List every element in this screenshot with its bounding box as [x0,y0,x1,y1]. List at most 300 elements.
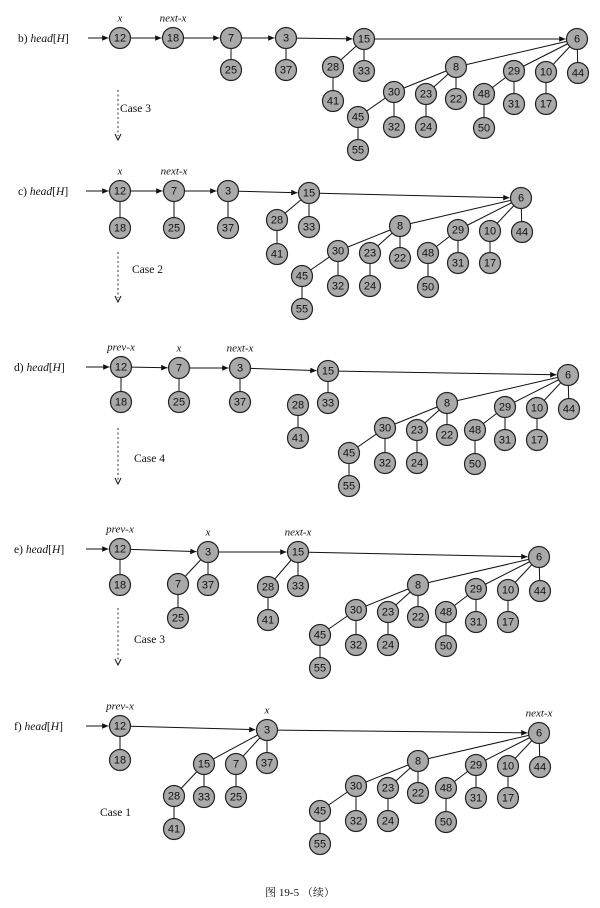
panel-letter: e) [14,544,26,556]
node-key: 30 [387,86,401,99]
node-key: 29 [498,401,512,414]
node-key: 29 [451,224,465,237]
node-key: 18 [113,754,127,767]
heap-node [346,635,367,656]
heap-node [257,753,278,774]
heap-node [504,61,525,82]
heap-node [498,580,519,601]
case-arrow-head [115,659,121,665]
heap-node [354,29,375,50]
root-list-arrow [319,193,509,197]
heap-node [299,183,320,204]
node-key: 22 [393,252,407,265]
heap-node [530,581,551,602]
node-key: 44 [515,226,529,239]
heap-node [536,94,557,115]
heap-node [110,181,131,202]
heap-node [318,393,339,414]
heap-node [110,716,131,737]
node-key: 50 [477,122,491,135]
pointer-label: next-x [284,526,312,539]
node-key: 37 [233,396,247,409]
node-key: 31 [451,257,465,270]
heap-node [436,812,457,833]
heap-node [110,575,131,596]
node-key: 28 [261,581,275,594]
node-key: 18 [114,396,128,409]
node-key: 31 [469,616,483,629]
heap-node [436,636,457,657]
heap-node [292,299,313,320]
heap-node [407,420,428,441]
heap-node [258,610,279,631]
panel-letter: b) [18,33,31,45]
case-label: Case 2 [132,264,163,276]
node-key: 23 [419,88,433,101]
node-key: 25 [224,64,238,77]
node-key: 28 [167,790,181,803]
root-list-arrow [130,549,196,551]
node-key: 12 [114,361,128,374]
node-key: 7 [174,578,182,591]
heap-node [310,834,331,855]
heap-node [495,430,516,451]
heap-node [288,542,309,563]
panel-c [18,166,533,320]
node-key: 3 [282,32,290,45]
case-arrow-head [115,296,121,302]
node-key: 3 [263,724,271,737]
heap-node [375,418,396,439]
node-key: 48 [439,606,453,619]
head-text: head [26,362,49,374]
heap-node [230,358,251,379]
node-key: 15 [302,187,316,200]
root-list-arrow [277,730,527,733]
heap-node [288,395,309,416]
node-key: 7 [170,185,178,198]
node-key: 10 [539,66,553,79]
heap-node [448,220,469,241]
panel-letter: f) [14,721,25,733]
node-key: 17 [501,792,515,805]
node-key: 22 [411,787,425,800]
node-key: 25 [172,396,186,409]
heap-node [418,243,439,264]
node-key: 17 [483,257,497,270]
pointer-label: prev-x [107,341,135,354]
case-label: Case 3 [134,634,165,646]
heap-node [465,420,486,441]
heap-node [466,579,487,600]
heap-node [339,443,360,464]
node-key: 8 [452,61,460,74]
panel-letter: c) [18,186,30,198]
node-key: 17 [539,98,553,111]
node-key: 10 [530,402,544,415]
node-key: 48 [421,247,435,260]
node-key: 28 [291,399,305,412]
node-key: 23 [363,247,377,260]
node-key: 33 [197,791,211,804]
heap-node [466,612,487,633]
head-pointer-label: c) head[H] [18,186,69,198]
heap-node [448,253,469,274]
heap-node [111,357,132,378]
panel-f [14,701,553,855]
node-key: 44 [562,403,576,416]
pointer-label: next-x [160,165,188,178]
case-label: Case 3 [120,103,151,115]
panel-b [18,13,589,161]
heap-node [323,91,344,112]
root-list-arrow [131,367,167,368]
head-index: H [50,721,60,733]
head-text: head [30,33,53,45]
heap-node [465,454,486,475]
node-key: 32 [331,280,345,293]
heap-node [378,811,399,832]
heap-node [527,398,548,419]
heap-node [512,222,533,243]
node-key: 15 [291,546,305,559]
node-key: 25 [167,222,181,235]
heap-node [328,276,349,297]
heap-node [360,276,381,297]
node-key: 50 [439,816,453,829]
node-key: 6 [564,369,572,382]
heap-node [323,57,344,78]
node-key: 8 [443,397,451,410]
heap-node [408,607,429,628]
heap-node [218,218,239,239]
root-list-arrow [130,726,255,729]
heap-node [267,244,288,265]
node-key: 32 [349,639,363,652]
heap-node [194,754,215,775]
node-key: 24 [381,815,395,828]
node-key: 48 [439,782,453,795]
heap-node [267,210,288,231]
node-key: 30 [378,422,392,435]
heap-node [446,89,467,110]
pointer-label: x [264,704,270,717]
heap-node [408,783,429,804]
heap-node [110,750,131,771]
node-key: 8 [414,579,422,592]
heap-node [226,754,247,775]
node-key: 10 [501,584,515,597]
node-key: 55 [295,303,309,316]
node-key: 6 [535,727,543,740]
heap-node [495,397,516,418]
node-key: 45 [295,270,309,283]
head-index: H [56,186,65,198]
node-key: 48 [468,424,482,437]
heap-node [198,542,219,563]
heap-node [169,392,190,413]
node-key: 44 [533,585,547,598]
node-key: 45 [342,447,356,460]
node-key: 44 [533,761,547,774]
case-label: Case 1 [100,807,131,819]
heap-node [378,602,399,623]
heap-node [530,757,551,778]
heap-node [436,602,457,623]
node-key: 37 [221,222,235,235]
node-key: 12 [113,32,127,45]
head-text: head [25,544,49,556]
node-key: 25 [229,791,243,804]
node-key: 45 [313,629,327,642]
heap-node [375,453,396,474]
node-key: 55 [351,144,365,157]
heap-node [408,751,429,772]
node-key: 24 [363,280,377,293]
heap-node [498,788,519,809]
node-key: 24 [419,121,433,134]
node-key: 32 [349,815,363,828]
node-key: 32 [387,121,401,134]
pointer-label: prev-x [106,700,134,713]
root-list-arrow [238,191,297,192]
node-key: 32 [378,457,392,470]
head-index: H [52,544,61,556]
node-key: 41 [261,614,275,627]
heap-node [310,625,331,646]
heap-node [408,575,429,596]
heap-node [360,243,381,264]
node-key: 37 [279,64,293,77]
heap-node [437,393,458,414]
node-key: 44 [571,67,585,80]
node-key: 15 [197,758,211,771]
heap-node [390,248,411,269]
node-key: 12 [113,720,127,733]
head-index: H [56,33,65,45]
pointer-label: next-x [525,707,553,720]
case-label: Case 4 [134,453,165,465]
heap-node [276,60,297,81]
node-key: 10 [501,760,515,773]
heap-node [310,801,331,822]
heap-node [378,778,399,799]
pointer-label: prev-x [106,523,134,536]
panel-e [14,524,551,679]
node-key: 31 [507,98,521,111]
heap-node [466,788,487,809]
node-key: 7 [175,362,183,375]
root-list-arrow [338,371,556,375]
node-key: 31 [498,434,512,447]
heap-node [221,60,242,81]
node-key: 24 [381,639,395,652]
heap-node [110,28,131,49]
node-key: 28 [270,214,284,227]
node-key: 8 [396,220,404,233]
node-key: 3 [204,546,212,559]
heap-node [111,392,132,413]
heap-node [511,188,532,209]
node-key: 6 [573,33,581,46]
node-key: 37 [260,757,274,770]
node-key: 29 [469,759,483,772]
heap-node [480,221,501,242]
heap-node [558,365,579,386]
heap-node [504,94,525,115]
node-key: 41 [326,95,340,108]
node-key: 15 [357,33,371,46]
node-key: 33 [291,580,305,593]
node-key: 45 [313,805,327,818]
node-key: 50 [421,281,435,294]
node-key: 30 [331,245,345,258]
head-pointer-label: d) head[H] [14,362,65,374]
heap-node [198,575,219,596]
node-key: 7 [232,758,240,771]
heap-node [559,399,580,420]
node-key: 6 [535,551,543,564]
node-key: 41 [270,248,284,261]
node-key: 7 [227,32,235,45]
heap-node [378,635,399,656]
node-key: 50 [439,640,453,653]
node-key: 33 [321,397,335,410]
heap-node [384,117,405,138]
heap-node [168,608,189,629]
heap-node [258,577,279,598]
heap-node [226,787,247,808]
heap-node [390,216,411,237]
node-key: 17 [501,616,515,629]
heap-node [168,574,189,595]
node-key: 17 [530,434,544,447]
node-key: 10 [483,225,497,238]
head-pointer-label: e) head[H] [14,544,65,556]
heap-node [164,181,185,202]
heap-node [163,28,184,49]
heap-node [292,266,313,287]
heap-node [218,181,239,202]
root-list-arrow [296,38,352,39]
node-key: 24 [410,457,424,470]
heap-node [110,218,131,239]
node-key: 18 [113,222,127,235]
heap-node [437,425,458,446]
heap-node [318,361,339,382]
pointer-label: next-x [226,342,254,355]
heap-node [164,218,185,239]
head-pointer-label: f) head[H] [14,721,63,733]
figure-caption: 图 19-5 （续） [265,887,335,899]
heap-node [418,277,439,298]
node-key: 45 [351,111,365,124]
node-key: 55 [342,480,356,493]
node-key: 28 [326,61,340,74]
heap-node [164,819,185,840]
heap-node [348,140,369,161]
node-key: 8 [414,755,422,768]
heap-node [567,29,588,50]
case-arrow-head [115,134,121,140]
pointer-label: next-x [159,12,187,25]
head-text: head [29,186,53,198]
heap-node [384,82,405,103]
heap-node [346,600,367,621]
node-key: 29 [507,65,521,78]
node-key: 48 [477,88,491,101]
heap-node [536,62,557,83]
node-key: 55 [313,662,327,675]
heap-node [328,241,349,262]
node-key: 22 [411,611,425,624]
node-key: 22 [440,429,454,442]
heap-node [288,576,309,597]
root-list-arrow [250,368,316,370]
node-key: 30 [349,604,363,617]
heap-node [276,28,297,49]
node-key: 37 [201,579,215,592]
node-key: 22 [449,93,463,106]
heap-node [230,392,251,413]
pointer-label: x [205,526,211,539]
heap-node [221,28,242,49]
head-pointer-label: b) head[H] [18,33,69,45]
heap-node [354,61,375,82]
heap-node [529,547,550,568]
heap-node [169,358,190,379]
heap-node [446,57,467,78]
node-key: 18 [113,579,127,592]
panel-letter: d) [14,362,27,374]
heap-node [257,720,278,741]
panel-d [14,342,580,497]
node-key: 3 [224,185,232,198]
node-key: 12 [113,543,127,556]
heap-node [346,811,367,832]
heap-node [288,428,309,449]
heap-node [348,107,369,128]
heap-node [480,253,501,274]
node-key: 6 [517,192,525,205]
head-text: head [24,721,47,733]
heap-node [416,84,437,105]
heap-node [110,539,131,560]
node-key: 33 [357,65,371,78]
heap-node [474,118,495,139]
heap-node [194,787,215,808]
node-key: 41 [167,823,181,836]
heap-node [466,755,487,776]
node-key: 55 [313,838,327,851]
heap-node [527,430,548,451]
heap-node [529,723,550,744]
pointer-label: x [117,165,123,178]
node-key: 33 [302,221,316,234]
node-key: 30 [349,780,363,793]
heap-node [346,776,367,797]
heap-node [416,117,437,138]
pointer-label: x [117,12,123,25]
heap-node [498,612,519,633]
heap-node [339,476,360,497]
node-key: 29 [469,583,483,596]
head-index: H [52,362,61,374]
node-key: 25 [171,612,185,625]
node-key: 23 [381,606,395,619]
heap-node [498,756,519,777]
node-key: 3 [236,362,244,375]
